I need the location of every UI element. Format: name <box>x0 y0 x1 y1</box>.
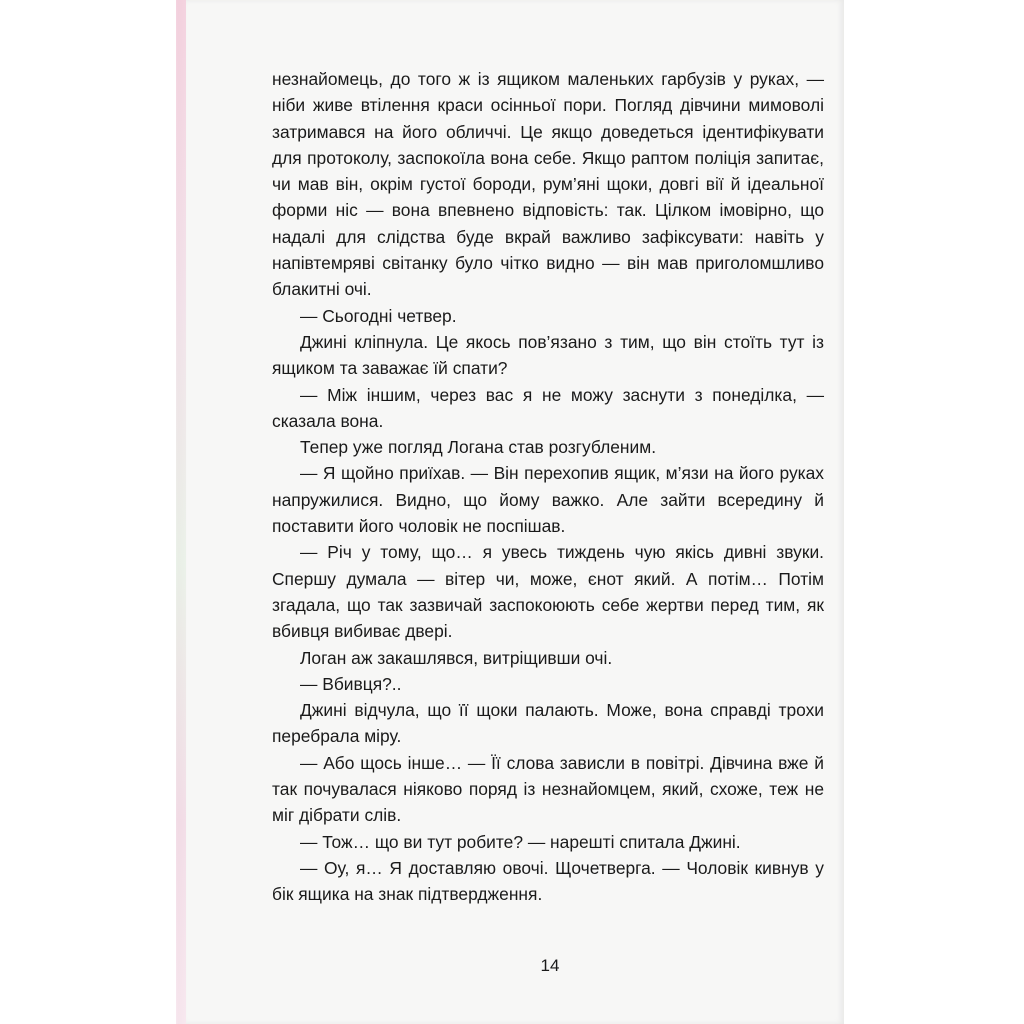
paragraph-12: — Оу, я… Я доставляю овочі. Щочетверга. — Чоловік кивнув у бік ящика на знак підтвердження. <box>272 857 824 905</box>
paragraph-0: незнайомець, до того ж із ящиком маленьких гарбузів у руках, — ніби живе втілення краси осінньої пори. Погляд дівчини мимоволі затримався на його обличчі. Це якщо доведеться ідентифікувати для протоколу, заспокоїла вона себе. Якщо раптом поліція запитає, чи мав він, окрім густої бороди, рум’яні щоки, довгі вії й ідеальної форми ніс — вона впевнено відповість: так. Цілком імовірно, що надалі для слідства буде вкрай важливо зафіксувати: навіть у напівтемряві світанку було чітко видно — він мав приголомшливо блакитні очі. <box>272 69 824 300</box>
body-text <box>272 66 824 908</box>
paragraph-7: Логан аж закашлявся, витріщивши очі. <box>300 647 613 668</box>
paragraph-1: — Сьогодні четвер. <box>300 305 457 326</box>
paragraph-4: Тепер уже погляд Логана став розгубленим. <box>300 437 657 458</box>
paragraph-3: — Між іншим, через вас я не можу заснути з понеділка, — сказала вона. <box>272 384 824 431</box>
paragraph-2: Джині кліпнула. Це якось пов’язано з тим, що він стоїть тут із ящиком та заважає їй спати? <box>272 331 824 379</box>
paragraph-6: — Річ у тому, що… я увесь тиждень чую якісь дивні звуки. Спершу думала — вітер чи, може, єнот який. А потім… Потім згадала, що так зазвичай заспокоюють себе жертви перед тим, як вбивця вибиває двері. <box>272 542 824 642</box>
paragraph-10: — Або щось інше… — Її слова зависли в повітрі. Дівчина вже й так почувалася ніяково поряд із незнайомцем, який, схоже, теж не міг дібрати слів. <box>272 752 824 826</box>
paragraph-9: Джині відчула, що її щоки палають. Може, вона справді трохи перебрала міру. <box>272 700 824 747</box>
paragraph-5: — Я щойно приїхав. — Він перехопив ящик, м’язи на його руках напружилися. Видно, що йому важко. Але зайти всередину й поставити його чоловік не поспішав. <box>272 463 824 537</box>
page-edge-strip <box>176 0 186 1024</box>
scan-margin <box>844 0 1024 1024</box>
page-number: 14 <box>540 956 560 975</box>
paragraph-8: — Вбивця?.. <box>300 673 402 694</box>
paragraph-11: — Тож… що ви тут робите? — нарешті спитала Джині. <box>300 831 741 852</box>
